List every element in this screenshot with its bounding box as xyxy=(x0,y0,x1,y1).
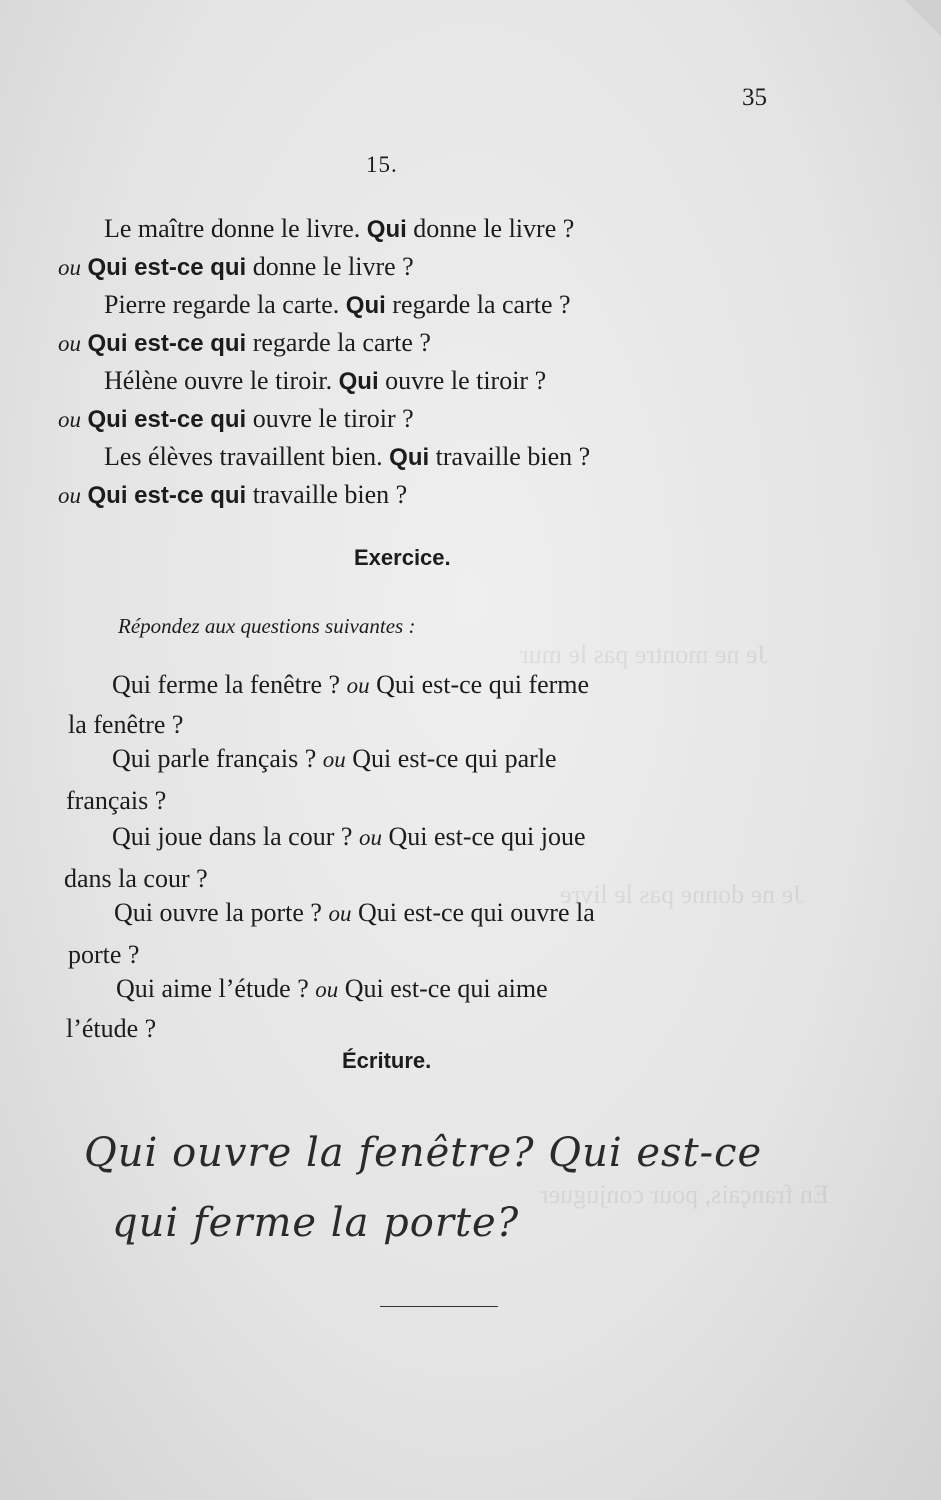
exercise-heading: Exercice. xyxy=(354,545,451,570)
example-statement: Les élèves travaillent bien. Qui travaille bien ? xyxy=(104,442,591,471)
page-number: 35 xyxy=(742,84,767,111)
page-corner-fold xyxy=(905,0,941,36)
bleed-through-text: En français, pour conjuguer xyxy=(540,1180,829,1209)
exercise-question: Qui aime l’étude ? ou Qui est-ce qui aime xyxy=(116,974,548,1003)
exercise-instruction: Répondez aux questions suivantes : xyxy=(118,614,416,638)
exercise-question: Qui ouvre la porte ? ou Qui est-ce qui ouvre la xyxy=(114,898,595,927)
example-statement: Hélène ouvre le tiroir. Qui ouvre le tiroir ? xyxy=(104,366,547,395)
exercise-question: Qui joue dans la cour ? ou Qui est-ce qui joue xyxy=(112,822,586,851)
example-alternative: ou Qui est-ce qui ouvre le tiroir ? xyxy=(58,404,414,433)
handwriting-line: qui ferme la porte? xyxy=(112,1200,520,1246)
example-statement: Le maître donne le livre. Qui donne le livre ? xyxy=(104,214,575,243)
exercise-question: Qui ferme la fenêtre ? ou Qui est-ce qui ferme xyxy=(112,670,590,699)
example-alternative: ou Qui est-ce qui regarde la carte ? xyxy=(58,328,431,357)
handwriting-line: Qui ouvre la fenêtre? Qui est-ce xyxy=(84,1130,763,1176)
bleed-through-text: Je ne montre pas le mur xyxy=(520,640,768,669)
bleed-through-text: Je ne donne pas le livre xyxy=(560,880,804,909)
exercise-question-continuation: dans la cour ? xyxy=(64,864,208,893)
writing-heading: Écriture. xyxy=(342,1048,432,1073)
lesson-number: 15. xyxy=(366,152,398,177)
exercise-question: Qui parle français ? ou Qui est-ce qui parle xyxy=(112,744,557,773)
exercise-question-continuation: la fenêtre ? xyxy=(68,710,184,739)
closing-rule xyxy=(380,1306,498,1307)
exercise-question-continuation: porte ? xyxy=(68,940,140,969)
example-statement: Pierre regarde la carte. Qui regarde la carte ? xyxy=(104,290,571,319)
exercise-question-continuation: français ? xyxy=(66,786,167,815)
exercise-question-continuation: l’étude ? xyxy=(66,1014,157,1043)
example-alternative: ou Qui est-ce qui travaille bien ? xyxy=(58,480,408,509)
example-alternative: ou Qui est-ce qui donne le livre ? xyxy=(58,252,414,281)
